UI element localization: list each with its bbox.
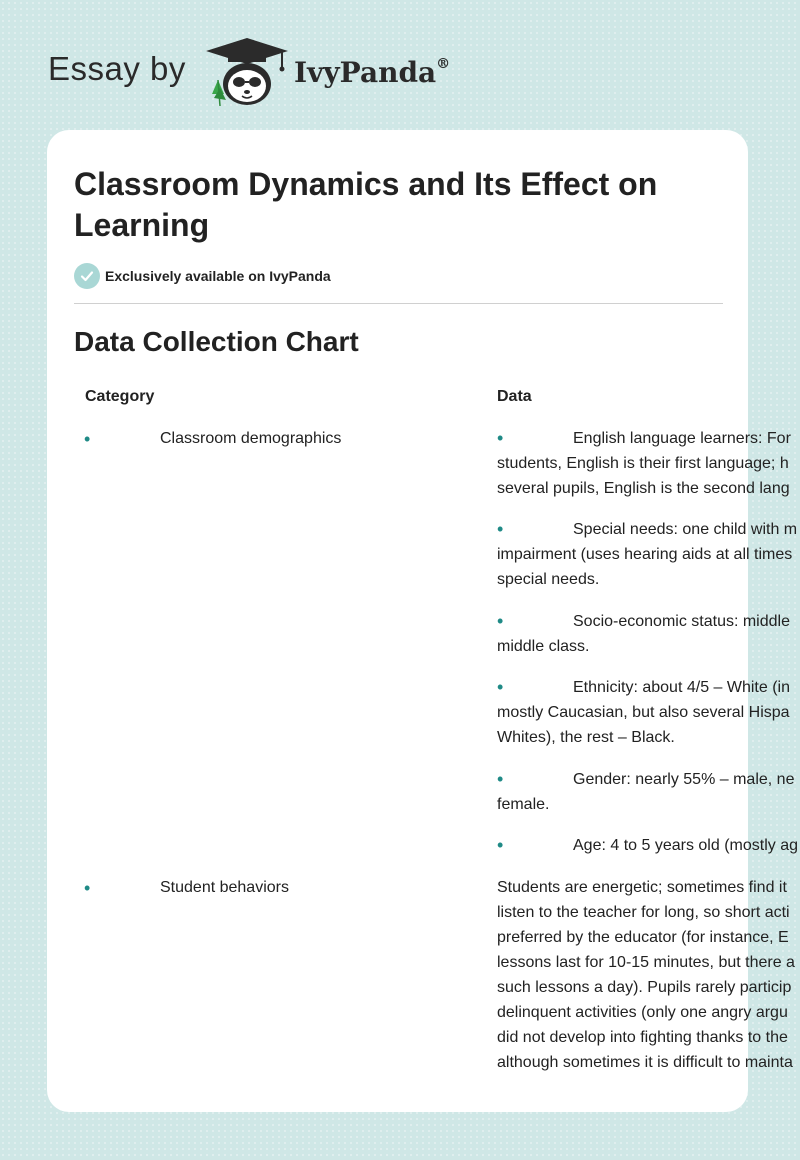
category-label: Student behaviors <box>160 879 289 896</box>
data-item: • English language learners: For students, English is their first language; h several pupils, English is the second lang <box>497 428 791 497</box>
brand-name: IvyPanda® <box>294 55 451 89</box>
check-icon <box>74 263 100 289</box>
data-item: • Age: 4 to 5 years old (mostly ag <box>497 833 798 858</box>
section-title: Data Collection Chart <box>74 326 359 357</box>
bullet-icon: • <box>84 429 91 449</box>
data-item: • Socio-economic status: middle middle class. <box>497 611 790 655</box>
bullet-icon: • <box>497 611 504 631</box>
page-title: Classroom Dynamics and Its Effect on Learning <box>74 166 658 243</box>
bullet-icon: • <box>497 428 504 448</box>
panda-logo-icon <box>202 36 292 108</box>
bullet-icon: • <box>497 677 504 697</box>
bullet-icon: • <box>497 835 504 855</box>
behaviors-text: Students are energetic; sometimes find it listen to the teacher for long, so short acti preferred by the educator (for instance, E lessons last for 10-15 minutes, but there a such lessons a day). Pupils rarely particip delinquent activities (only one angry argu did not develop into fighting thanks to the although sometimes it is difficult to mainta <box>497 879 795 1071</box>
article-card <box>47 130 798 1112</box>
column-header-category: Category <box>85 388 155 405</box>
bullet-icon: • <box>497 769 504 789</box>
exclusive-badge <box>74 263 331 289</box>
data-item: • Special needs: one child with m impairment (uses hearing aids at all times special needs. <box>497 519 798 588</box>
bullet-icon: • <box>84 878 91 898</box>
ivypanda-brand[interactable] <box>48 36 508 106</box>
column-header-data: Data <box>497 388 532 405</box>
divider <box>74 303 723 304</box>
data-item: • Gender: nearly 55% – male, ne female. <box>497 769 795 813</box>
bullet-icon: • <box>497 519 504 539</box>
badge-text: Exclusively available on IvyPanda <box>105 268 331 284</box>
brand-prefix: Essay by <box>48 50 186 87</box>
data-item: • Ethnicity: about 4/5 – White (in mostly Caucasian, but also several Hispa Whites), the rest – Black. <box>497 677 790 746</box>
category-label: Classroom demographics <box>160 430 342 447</box>
